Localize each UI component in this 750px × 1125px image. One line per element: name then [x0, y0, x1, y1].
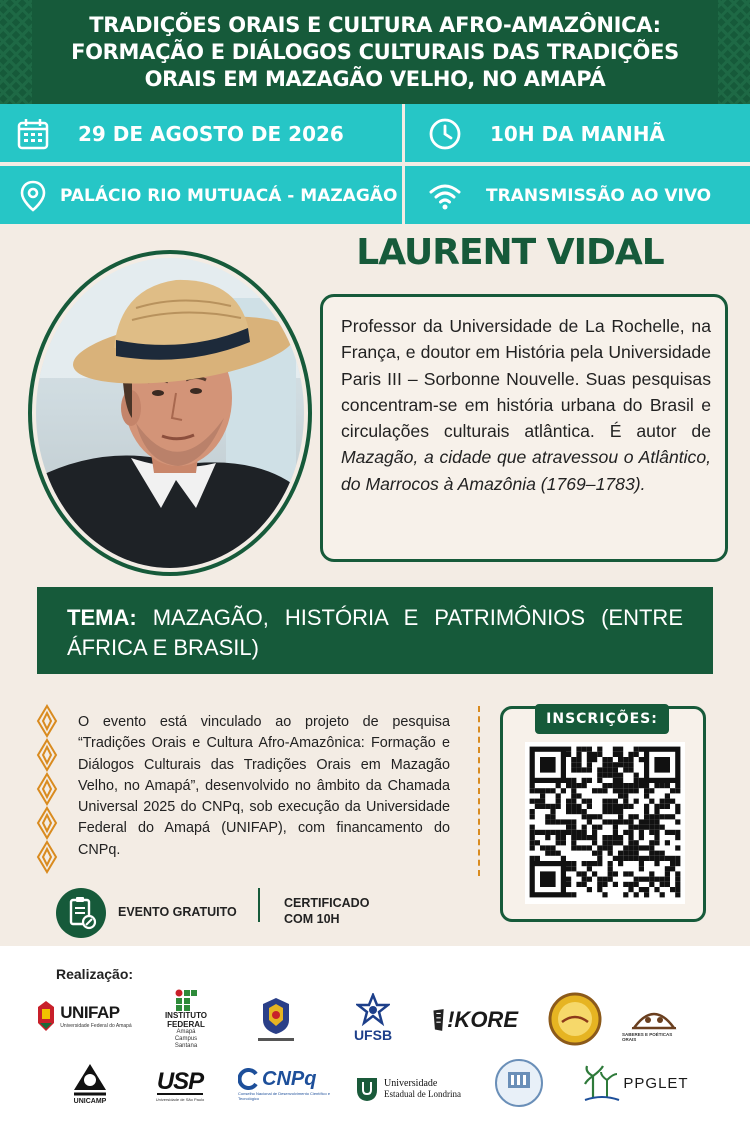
calendar-icon: [16, 117, 50, 151]
speaker-photo: [36, 258, 304, 568]
logo-if-line-3: Amapá: [176, 1028, 196, 1035]
free-event-label: EVENTO GRATUITO: [118, 905, 237, 919]
event-title: TRADIÇÕES ORAIS E CULTURA AFRO-AMAZÔNICA: FORMAÇÃO E DIÁLOGOS CULTURAIS DAS TRADIÇÕES ORAIS EM MAZAGÃO VELHO, NO AMAPÁ: [71, 12, 679, 91]
logo-uel-line-1: Universidade: [384, 1077, 438, 1089]
certificate-label: [284, 895, 369, 927]
registration-label: INSCRIÇÕES:: [535, 704, 669, 734]
theme-banner: [37, 587, 713, 674]
logo-unicamp-text: UNICAMP: [73, 1097, 107, 1105]
logo-gold-seal: [548, 992, 602, 1046]
clock-icon: [428, 117, 462, 151]
speaker-bio-text: Professor da Universidade de La Rochelle, na França, e doutor em História pela Universidade Paris III – Sorbonne Nouvelle. Suas pesquisas concentram-se em história urbana do Brasil e circulações culturais atlântica. É autor de: [341, 316, 711, 442]
logo-library-seal: [494, 1058, 544, 1108]
info-divider-vertical: [402, 104, 405, 224]
logo-uel: [348, 1072, 468, 1104]
dashed-divider: [478, 706, 480, 876]
header-pattern-right: [718, 0, 750, 104]
logo-cnpq: [238, 1064, 334, 1104]
speaker-bio-box: [320, 294, 728, 562]
logo-ufsb: [348, 984, 398, 1052]
event-stream: [428, 176, 711, 216]
event-time: [428, 116, 665, 152]
event-location-text: PALÁCIO RIO MUTUACÁ - MAZAGÃO: [60, 186, 398, 206]
free-event-icon: [56, 888, 106, 938]
logo-if-line-5: Santana: [174, 1042, 198, 1049]
logo-usp: [150, 1068, 210, 1104]
logo-if-line-1: INSTITUTO: [164, 1010, 208, 1020]
logo-if-line-4: Campus: [174, 1035, 198, 1042]
event-location: [16, 176, 397, 216]
registration-qr-code[interactable]: [525, 742, 685, 904]
speaker-book-title: Mazagão, a cidade que atravessou o Atlântico, do Marrocos à Amazônia (1769–1783).: [341, 447, 711, 494]
logo-ufsb-text: UFSB: [353, 1027, 393, 1043]
speaker-name: LAURENT VIDAL: [356, 232, 664, 273]
logo-saberes-text: SABERES E POÉTICAS ORAIS: [622, 1032, 673, 1042]
theme-label: TEMA:: [67, 605, 137, 630]
location-pin-icon: [16, 179, 50, 213]
event-time-text: 10H DA MANHÃ: [490, 122, 665, 146]
theme-text: MAZAGÃO, HISTÓRIA E PATRIMÔNIOS (ENTRE ÁFRICA E BRASIL): [67, 605, 683, 660]
diamond-ornament: [36, 704, 58, 874]
certificate-line-2: COM 10H: [284, 912, 340, 926]
logo-unifap-text: UNIFAP: [60, 1003, 120, 1022]
logo-usp-text: USP: [156, 1067, 204, 1095]
logo-unifap-sub: Universidade Federal do Amapá: [60, 1023, 132, 1029]
event-stream-text: TRANSMISSÃO AO VIVO: [486, 186, 712, 206]
logo-unicamp: [62, 1056, 118, 1108]
certificate-line-1: CERTIFICADO: [284, 896, 370, 910]
logo-instituto-federal: [160, 988, 212, 1050]
header-pattern-left: [0, 0, 32, 104]
event-date-text: 29 DE AGOSTO DE 2026: [78, 122, 344, 146]
wifi-icon: [428, 179, 462, 213]
project-description: O evento está vinculado ao projeto de pesquisa “Tradições Orais e Cultura Afro-Amazônica: Formação e Diálogos Culturais das Tradições Orais em Mazagão Velho, no Amapá”, desenvolvido no âmbito da Chamada Universal 2025 do CNPq, sob execução da Universidade Federal do Amapá (UNIFAP), com financamento do CNPq.: [78, 714, 450, 858]
event-date: [16, 116, 344, 152]
logo-if-line-2: FEDERAL: [167, 1019, 205, 1029]
event-info-grid: [0, 104, 750, 224]
speaker-bio: [341, 313, 711, 497]
sponsors-label: Realização:: [56, 966, 134, 982]
logo-ikore: [432, 1000, 518, 1040]
logo-ikore-text: !KORE: [447, 1007, 518, 1032]
info-divider-horizontal: [0, 162, 750, 166]
logo-ppglet-text: PPGLET: [623, 1074, 689, 1092]
logo-ieta-emblem: [256, 990, 296, 1046]
logo-saberes-poeticas-orais: [622, 996, 686, 1044]
logo-unifap: [36, 996, 132, 1036]
logo-usp-sub: Universidade de São Paulo: [155, 1096, 205, 1102]
logo-cnpq-text: CNPq: [262, 1067, 317, 1090]
logo-uel-line-2: Estadual de Londrina: [384, 1088, 461, 1099]
logo-ppglet: [578, 1060, 694, 1106]
logo-cnpq-sub: Conselho Nacional de Desenvolvimento Científico e Tecnológico: [238, 1090, 331, 1101]
badge-divider: [258, 888, 260, 922]
header-banner: [0, 0, 750, 104]
